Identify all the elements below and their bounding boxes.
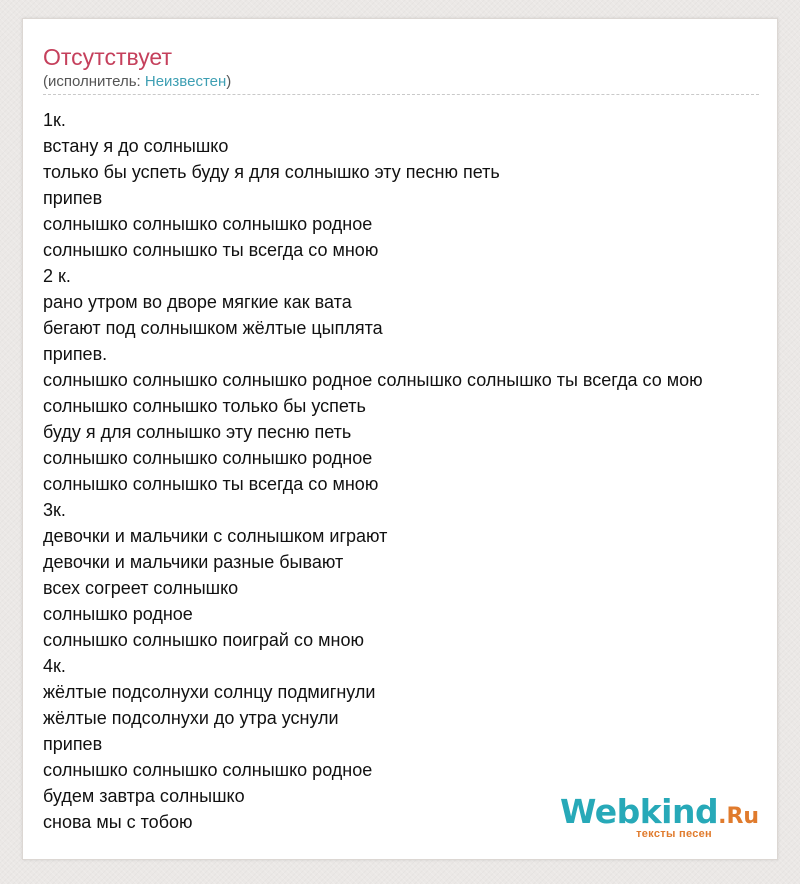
lyric-line: солнышко солнышко ты всегда со мною bbox=[43, 474, 379, 494]
lyric-line: встану я до солнышко bbox=[43, 136, 229, 156]
lyric-line: будем завтра солнышко bbox=[43, 786, 245, 806]
artist-line bbox=[43, 73, 231, 91]
lyric-line: бегают под солнышком жёлтые цыплята bbox=[43, 318, 383, 338]
lyric-line: солнышко солнышко только бы успеть bbox=[43, 396, 366, 416]
webkind-logo[interactable] bbox=[560, 792, 760, 840]
lyric-line: солнышко солнышко солнышко родное bbox=[43, 760, 373, 780]
lyric-line: припев. bbox=[43, 344, 108, 364]
lyric-line: девочки и мальчики разные бывают bbox=[43, 552, 344, 572]
lyric-line: девочки и мальчики с солнышком играют bbox=[43, 526, 388, 546]
dashed-divider bbox=[43, 94, 759, 95]
lyric-line: припев bbox=[43, 188, 103, 208]
lyric-line: солнышко солнышко солнышко родное bbox=[43, 214, 373, 234]
logo-tld: .Ru bbox=[718, 804, 760, 829]
lyric-line: 1к. bbox=[43, 110, 66, 130]
lyric-line: припев bbox=[43, 734, 103, 754]
lyric-line: солнышко солнышко солнышко родное солнышко солнышко ты всегда со мою bbox=[43, 370, 703, 390]
lyric-line: солнышко родное bbox=[43, 604, 193, 624]
lyric-line: 3к. bbox=[43, 500, 66, 520]
lyric-line: солнышко солнышко поиграй со мною bbox=[43, 630, 364, 650]
song-title: Отсутствует bbox=[43, 44, 172, 70]
lyric-line: рано утром во дворе мягкие как вата bbox=[43, 292, 352, 312]
lyric-line: солнышко солнышко солнышко родное bbox=[43, 448, 373, 468]
logo-tagline: тексты песен bbox=[636, 828, 712, 840]
lyric-line: жёлтые подсолнухи солнцу подмигнули bbox=[43, 682, 376, 702]
logo-name: Webkind bbox=[560, 792, 719, 831]
artist-link[interactable]: Неизвестен bbox=[144, 73, 227, 90]
artist-suffix: ) bbox=[226, 73, 232, 90]
lyrics-card bbox=[22, 18, 778, 860]
lyric-line: солнышко солнышко ты всегда со мною bbox=[43, 240, 379, 260]
lyric-line: снова мы с тобою bbox=[43, 812, 193, 832]
artist-prefix: (исполнитель: bbox=[43, 73, 145, 90]
lyric-line: жёлтые подсолнухи до утра уснули bbox=[43, 708, 339, 728]
lyric-line: всех согреет солнышко bbox=[43, 578, 239, 598]
lyrics-text bbox=[43, 107, 703, 835]
lyric-line: только бы успеть буду я для солнышко эту песню петь bbox=[43, 162, 500, 182]
lyric-line: 2 к. bbox=[43, 266, 71, 286]
lyric-line: 4к. bbox=[43, 656, 66, 676]
lyric-line: буду я для солнышко эту песню петь bbox=[43, 422, 352, 442]
